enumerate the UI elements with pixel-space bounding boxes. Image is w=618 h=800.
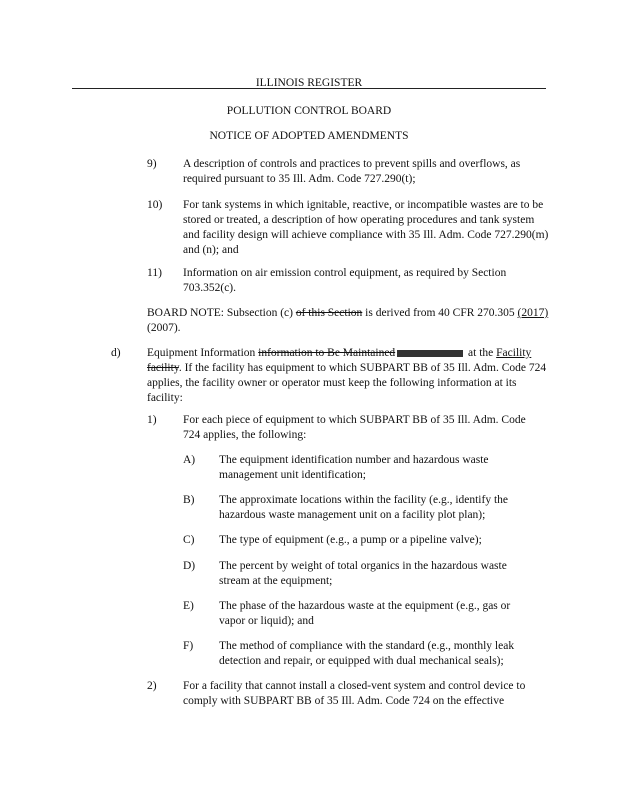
section-d-at-the: at the	[465, 347, 497, 359]
letter-f-text: The method of compliance with the standard (e.g., monthly leak detection and repair, or equipped with dual mechanical seals);	[219, 640, 515, 667]
board-note-tail: (2007).	[147, 322, 181, 334]
letter-b-text: The approximate locations within the facility (e.g., identify the hazardous waste management unit on a facility plot plan);	[219, 494, 509, 521]
header-rule	[72, 88, 546, 89]
letter-e-label: E)	[183, 600, 194, 612]
section-d-added-facility: Facility	[496, 347, 532, 359]
board-title: POLLUTION CONTROL BOARD	[226, 105, 392, 117]
letter-b-label: B)	[183, 494, 195, 506]
letter-e-text: The phase of the hazardous waste at the equipment (e.g., gas or vapor or liquid); and	[219, 600, 511, 627]
redaction-mark	[397, 350, 463, 357]
notice-title: NOTICE OF ADOPTED AMENDMENTS	[209, 130, 409, 142]
section-d-lead: Equipment Information	[147, 347, 259, 359]
item-9-number: 9)	[147, 158, 157, 170]
register-title: ILLINOIS REGISTER	[255, 77, 363, 89]
sub-2-text: For a facility that cannot install a closed-vent system and control device to comply with SUBPART BB of 35 Ill. Adm. Code 724 on the effective	[183, 680, 526, 707]
section-d-text	[147, 346, 549, 406]
letter-d-text: The percent by weight of total organics in the hazardous waste stream at the equipment;	[219, 560, 507, 587]
letter-c-text: The type of equipment (e.g., a pump or a pipeline valve);	[219, 534, 482, 546]
letter-a-label: A)	[183, 454, 196, 466]
section-d-label: d)	[111, 347, 121, 359]
board-note-mid: is derived from 40 CFR 270.305	[362, 307, 518, 319]
item-10-number: 10)	[147, 199, 163, 211]
item-10-text: For tank systems in which ignitable, reactive, or incompatible wastes are to be stored or treated, a description of how operating procedures and tank system and facility design will achieve compliance with 35 Ill. Adm. Code 727.290(m) and (n); and	[183, 199, 549, 256]
board-note-struck: of this Section	[295, 307, 363, 319]
section-d-struck-2: facility	[147, 362, 179, 374]
section-d-struck-1: information to Be Maintained	[258, 347, 396, 359]
item-11-text: Information on air emission control equipment, as required by Section 703.352(c).	[183, 267, 507, 294]
sub-2-number: 2)	[147, 680, 157, 692]
board-note	[147, 306, 549, 336]
letter-f-label: F)	[183, 640, 194, 652]
sub-1-text: For each piece of equipment to which SUBPART BB of 35 Ill. Adm. Code 724 applies, the following:	[183, 414, 526, 441]
item-9-text: A description of controls and practices to prevent spills and overflows, as required pursuant to 35 Ill. Adm. Code 727.290(t);	[183, 158, 521, 185]
letter-a-text: The equipment identification number and hazardous waste management unit identification;	[219, 454, 489, 481]
board-note-lead: BOARD NOTE: Subsection (c)	[147, 307, 293, 319]
letter-c-label: C)	[183, 534, 195, 546]
board-note-added-year: (2017)	[517, 307, 549, 319]
sub-1-number: 1)	[147, 414, 157, 426]
letter-d-label: D)	[183, 560, 196, 572]
item-11-number: 11)	[147, 267, 162, 279]
section-d-body: . If the facility has equipment to which SUBPART BB of 35 Ill. Adm. Code 724 applies, the facility owner or operator must keep the following information at its facility:	[147, 362, 547, 404]
